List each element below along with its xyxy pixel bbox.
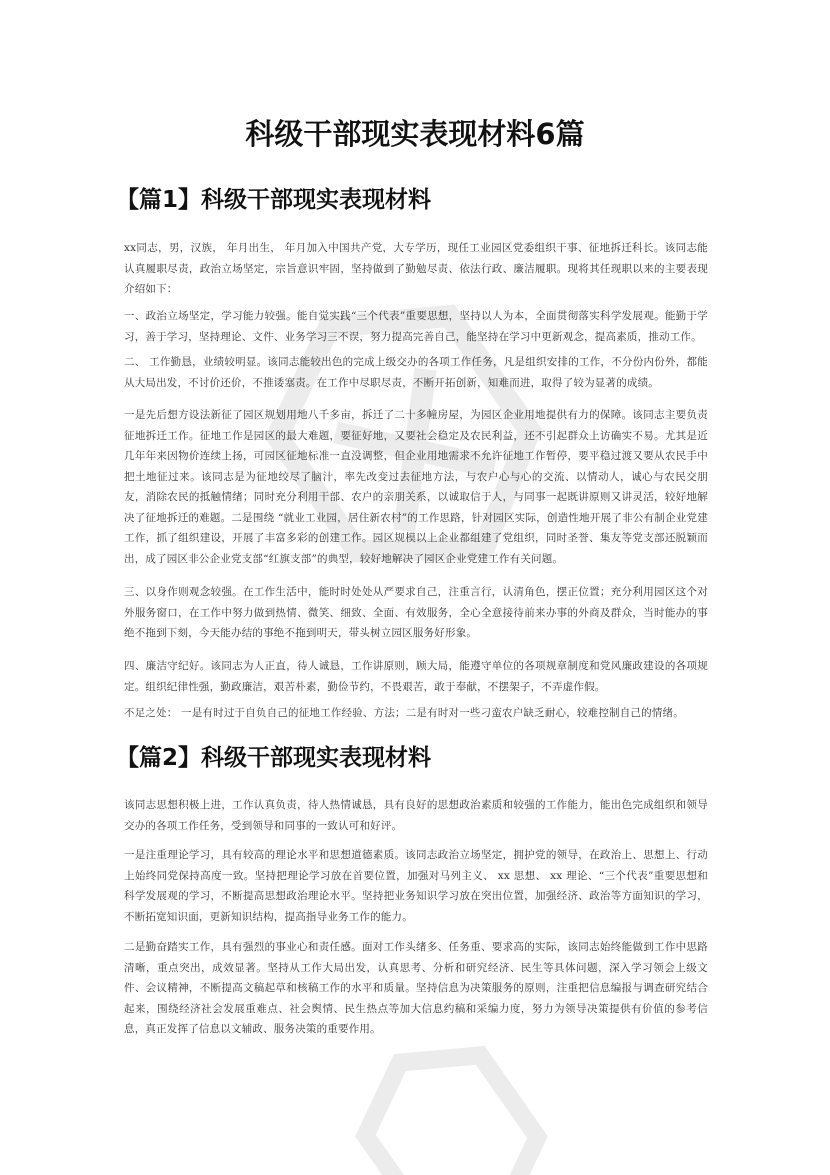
section-heading: 【篇1】科级干部现实表现材料 <box>116 187 432 213</box>
paragraph: xx同志，男，汉族， 年月出生， 年月加入中国共产党，大专学历，现任工业园区党委组织干事、征地拆迁科长。该同志能认真履职尽责，政治立场坚定，宗旨意识牢固，坚持做到了勤勉尽责、依法行政、廉洁履职。现将其任现职以来的主要表现介绍如下： <box>124 242 708 295</box>
section-heading: 【篇2】科级干部现实表现材料 <box>116 745 432 771</box>
paragraph: 四、廉洁守纪好。该同志为人正直，待人诚恳，工作讲原则，顾大局，能遵守单位的各项规章制度和党风廉政建设的各项规定。组织纪律性强，勤政廉洁，艰苦朴素，勤俭节约，不畏艰苦，敢于奉献，不摆架子，不弄虚作假。 <box>124 660 708 693</box>
paragraph: 二是勤奋踏实工作，具有强烈的事业心和责任感。面对工作头绪多、任务重、要求高的实际，该同志始终能做到工作中思路清晰，重点突出，成效显著。坚持从工作大局出发，认真思考、分析和研究经济、民生等具体问题，深入学习领会上级文件、会议精神，不断提高文稿起草和核稿工作的水平和质量。坚持信息为决策服务的原则，注重把信息编报与调查研究结合起来，围绕经济社会发展重难点、社会舆情、民生热点等加大信息约稿和采编力度，努力为领导决策提供有价值的参考信息，真正发挥了信息以文辅政、服务决策的重要作用。 <box>124 941 708 1035</box>
paragraph: 一是先后想方设法新征了园区规划用地八千多亩，拆迁了二十多幢房屋，为园区企业用地提供有力的保障。该同志主要负责征地拆迁工作。征地工作是园区的最大难题，要征好地，又要社会稳定及农民利益，还不引起群众上访确实不易。尤其是近几年年来因物价连续上扬，可园区征地标准一直没调整，但企业用地需求不允许征地工作暂停，要平稳过渡又要从农民手中把土地征过来。该同志是为征地绞尽了脑汁，率先改变过去征地方法，与农户心与心的交流、以情动人，诚心与农民交朋友，消除农民的抵触情绪；同时充分利用干部、农户的亲朋关系，以诚取信于人，与同事一起既讲原则又讲灵活，较好地解决了征地拆迁的难题。二是围绕 “就业工业园，居住新农村”的工作思路，针对园区实际，创造性地开展了非公有制企业党建工作，抓了组织建设，开展了丰富多彩的创建工作。园区规模以上企业都组建了党组织，同时圣誉、集友等党支部还脱颖而出，成了园区非公企业党支部“红旗支部”的典型，较好地解决了园区企业党建工作有关问题。 <box>124 409 708 565</box>
paragraph: 该同志思想积极上进，工作认真负责，待人热情诚恳，具有良好的思想政治素质和较强的工作能力，能出色完成组织和领导交办的各项工作任务，受到领导和同事的一致认可和好评。 <box>124 799 708 832</box>
paragraph: 三、以身作则观念较强。在工作生活中，能时时处处从严要求自己，注重言行，认清角色，摆正位置；充分利用园区这个对外服务窗口，在工作中努力做到热情、微笑、细致、全面、有效服务，全心全意接待前来办事的外商及群众，当时能办的事绝不拖到下刻，今天能办结的事绝不拖到明天，带头树立园区服务好形象。 <box>124 586 708 639</box>
document-title: 科级干部现实表现材料6篇 <box>245 117 585 151</box>
paragraph: 不足之处： 一是有时过于自负自己的征地工作经验、方法；二是有时对一些刁蛮农户缺乏耐心，较难控制自己的情绪。 <box>124 707 684 719</box>
paragraph: 一是注重理论学习，具有较高的理论水平和思想道德素质。该同志政治立场坚定，拥护党的领导，在政治上、思想上、行动上始终同党保持高度一致。坚持把理论学习放在首要位置，加强对马列主义、 xx 思想、 xx 理论、“三个代表”重要思想和科学发展观的学习，不断提高思想政治理论水平。坚持把业务知识学习放在突出位置，加强经济、政治等方面知识的学习，不断拓宽知识面，更新知识结构，提高指导业务工作的能力。 <box>124 849 708 923</box>
paragraph: 一、政治立场坚定，学习能力较强。能自觉实践“三个代表”重要思想，坚持以人为本，全面贯彻落实科学发展观。能勤于学习，善于学习，坚持理论、文件、业务学习三不误，努力提高完善自己，能坚持在学习中更新观念，提高素质，推动工作。 <box>124 310 708 343</box>
paragraph: 二、 工作勤恳，业绩较明显。该同志能较出色的完成上级交办的各项工作任务，凡是组织安排的工作，不分份内份外，都能从大局出发，不讨价还价，不推诿塞责。在工作中尽职尽责，不断开拓创新，知难而进，取得了较为显著的成绩。 <box>124 356 708 389</box>
